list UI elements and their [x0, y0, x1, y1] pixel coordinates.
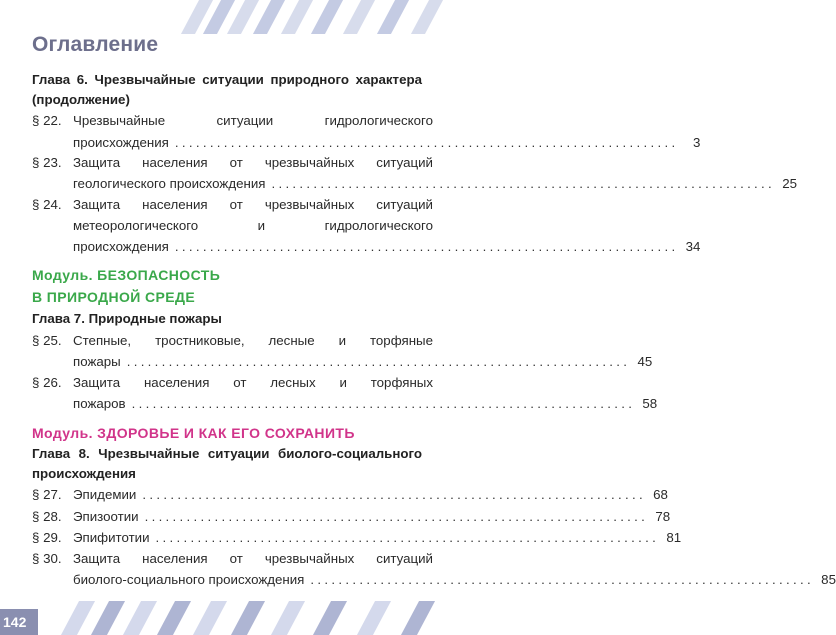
- entry-number: § 30.: [32, 551, 62, 566]
- entry-title-end: пожаров: [73, 396, 126, 411]
- leader-dots: ........................................................................: [144, 509, 649, 524]
- entry-number: § 28.: [32, 509, 62, 524]
- entry-title: Эпифитотии: [73, 530, 150, 545]
- leader-dots: ........................................................................: [142, 487, 646, 502]
- entry-page: 85: [821, 572, 836, 587]
- toc-entry-28[interactable]: [32, 507, 671, 527]
- toc-entry-27[interactable]: [32, 485, 668, 505]
- entry-page: 78: [655, 509, 671, 524]
- toc-entry-24[interactable]: [32, 195, 701, 257]
- entry-title-end: пожары: [73, 354, 121, 369]
- entry-title: Защита населения от чрезвычайных ситуаций: [73, 155, 433, 170]
- entry-title: Степные, тростниковые, лесные и торфяные: [73, 333, 433, 348]
- top-decoration: [0, 0, 450, 28]
- entry-title: Защита населения от чрезвычайных ситуаций: [73, 551, 433, 566]
- entry-title-end: происхождения: [73, 135, 169, 150]
- entry-number: § 26.: [32, 375, 62, 390]
- toc-entry-29[interactable]: [32, 528, 682, 548]
- entry-title-end: биолого-социального происхождения: [73, 572, 305, 587]
- leader-dots: ........................................................................: [131, 396, 636, 411]
- module-heading-health: Модуль. ЗДОРОВЬЕ И КАК ЕГО СОХРАНИТЬ: [32, 425, 355, 441]
- entry-title: Защита населения от лесных и торфяных: [73, 375, 433, 390]
- leader-dots: ........................................................................: [174, 239, 679, 254]
- leader-dots: ........................................................................: [126, 354, 631, 369]
- entry-title-line2: метеорологического и гидрологического: [73, 218, 433, 233]
- entry-number: § 29.: [32, 530, 62, 545]
- leader-dots: ........................................................................: [174, 135, 679, 150]
- entry-title: Чрезвычайные ситуации гидрологического: [73, 113, 433, 128]
- toc-entry-26[interactable]: [32, 373, 658, 413]
- entry-title: Эпизоотии: [73, 509, 139, 524]
- toc-entry-30[interactable]: [32, 549, 836, 589]
- entry-title-end: геологического происхождения: [73, 176, 266, 191]
- chapter-8-heading: Глава 8. Чрезвычайные ситуации биолого-социального происхождения: [32, 446, 422, 481]
- entry-number: § 25.: [32, 333, 62, 348]
- entry-page: 3: [693, 135, 701, 150]
- entry-page: 68: [653, 487, 668, 502]
- entry-number: § 23.: [32, 155, 62, 170]
- entry-page: 25: [782, 176, 798, 191]
- toc-entry-22[interactable]: [32, 111, 701, 151]
- module-heading-nature: Модуль. БЕЗОПАСНОСТЬ: [32, 267, 221, 283]
- entry-page: 34: [685, 239, 701, 254]
- chapter-6-heading: Глава 6. Чрезвычайные ситуации природного характера (продолжение): [32, 72, 422, 107]
- entry-title: Защита населения от чрезвычайных ситуаций: [73, 197, 433, 212]
- entry-title-end: происхождения: [73, 239, 169, 254]
- entry-number: § 27.: [32, 487, 62, 502]
- module-heading-nature-line2: В ПРИРОДНОЙ СРЕДЕ: [32, 289, 196, 305]
- entry-page: 81: [666, 530, 682, 545]
- entry-page: 58: [642, 396, 658, 411]
- leader-dots: ........................................................................: [271, 176, 776, 191]
- page-number: 142: [3, 614, 27, 630]
- page-title: Оглавление: [32, 33, 159, 56]
- entry-page: 45: [637, 354, 653, 369]
- entry-number: § 22.: [32, 113, 62, 128]
- entry-title: Эпидемии: [73, 487, 137, 502]
- chapter-7-heading: Глава 7. Природные пожары: [32, 311, 222, 326]
- entry-number: § 24.: [32, 197, 62, 212]
- toc-entry-25[interactable]: [32, 331, 653, 371]
- toc-entry-23[interactable]: [32, 153, 798, 193]
- leader-dots: ........................................................................: [155, 530, 660, 545]
- leader-dots: ........................................................................: [310, 572, 814, 587]
- footer-decoration: [0, 607, 450, 635]
